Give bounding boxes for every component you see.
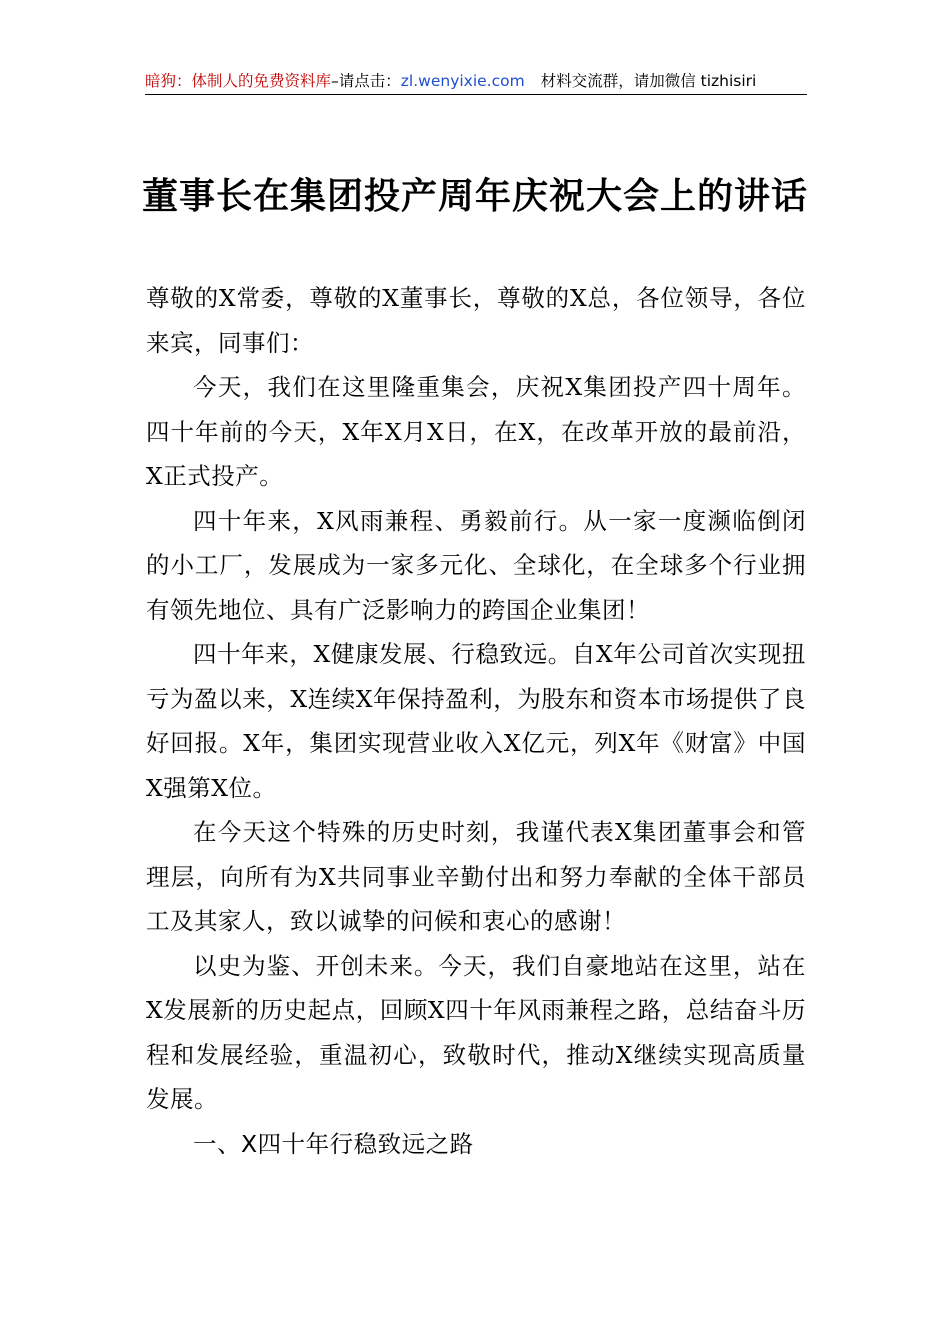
paragraph: 今天，我们在这里隆重集会，庆祝X集团投产四十周年。四十年前的今天，X年X月X日，在X，在改革开放的最前沿，X正式投产。	[146, 373, 806, 490]
document-body	[146, 276, 806, 1166]
header-contact: 材料交流群，请加微信 tizhisiri	[540, 72, 757, 90]
header-banner	[145, 68, 807, 95]
paragraph: 四十年来，X风雨兼程、勇毅前行。从一家一度濒临倒闭的小工厂，发展成为一家多元化、全球化，在全球多个行业拥有领先地位、具有广泛影响力的跨国企业集团！	[146, 506, 806, 624]
header-click-prompt: –请点击：	[331, 72, 401, 90]
header-brand: 暗狗：体制人的免费资料库	[145, 72, 332, 90]
paragraph: 四十年来，X健康发展、行稳致远。自X年公司首次实现扭亏为盈以来，X连续X年保持盈利，为股东和资本市场提供了良好回报。X年，集团实现营业收入X亿元，列X年《财富》中国X强第X位。	[146, 640, 806, 802]
paragraph: 在今天这个特殊的历史时刻，我谨代表X集团董事会和管理层，向所有为X共同事业辛勤付出和努力奉献的全体干部员工及其家人，致以诚挚的问候和衷心的感谢！	[146, 818, 806, 935]
document-title: 董事长在集团投产周年庆祝大会上的讲话	[141, 175, 808, 217]
paragraph: 以史为鉴、开创未来。今天，我们自豪地站在这里，站在X发展新的历史起点，回顾X四十年风雨兼程之路，总结奋斗历程和发展经验，重温初心，致敬时代，推动X继续实现高质量发展。	[146, 951, 806, 1113]
salutation: 尊敬的X常委，尊敬的X董事长，尊敬的X总，各位领导，各位来宾，同事们：	[146, 284, 806, 357]
header-link[interactable]: zl.wenyixie.com	[400, 72, 525, 90]
section-heading: 一、X四十年行稳致远之路	[193, 1129, 474, 1158]
